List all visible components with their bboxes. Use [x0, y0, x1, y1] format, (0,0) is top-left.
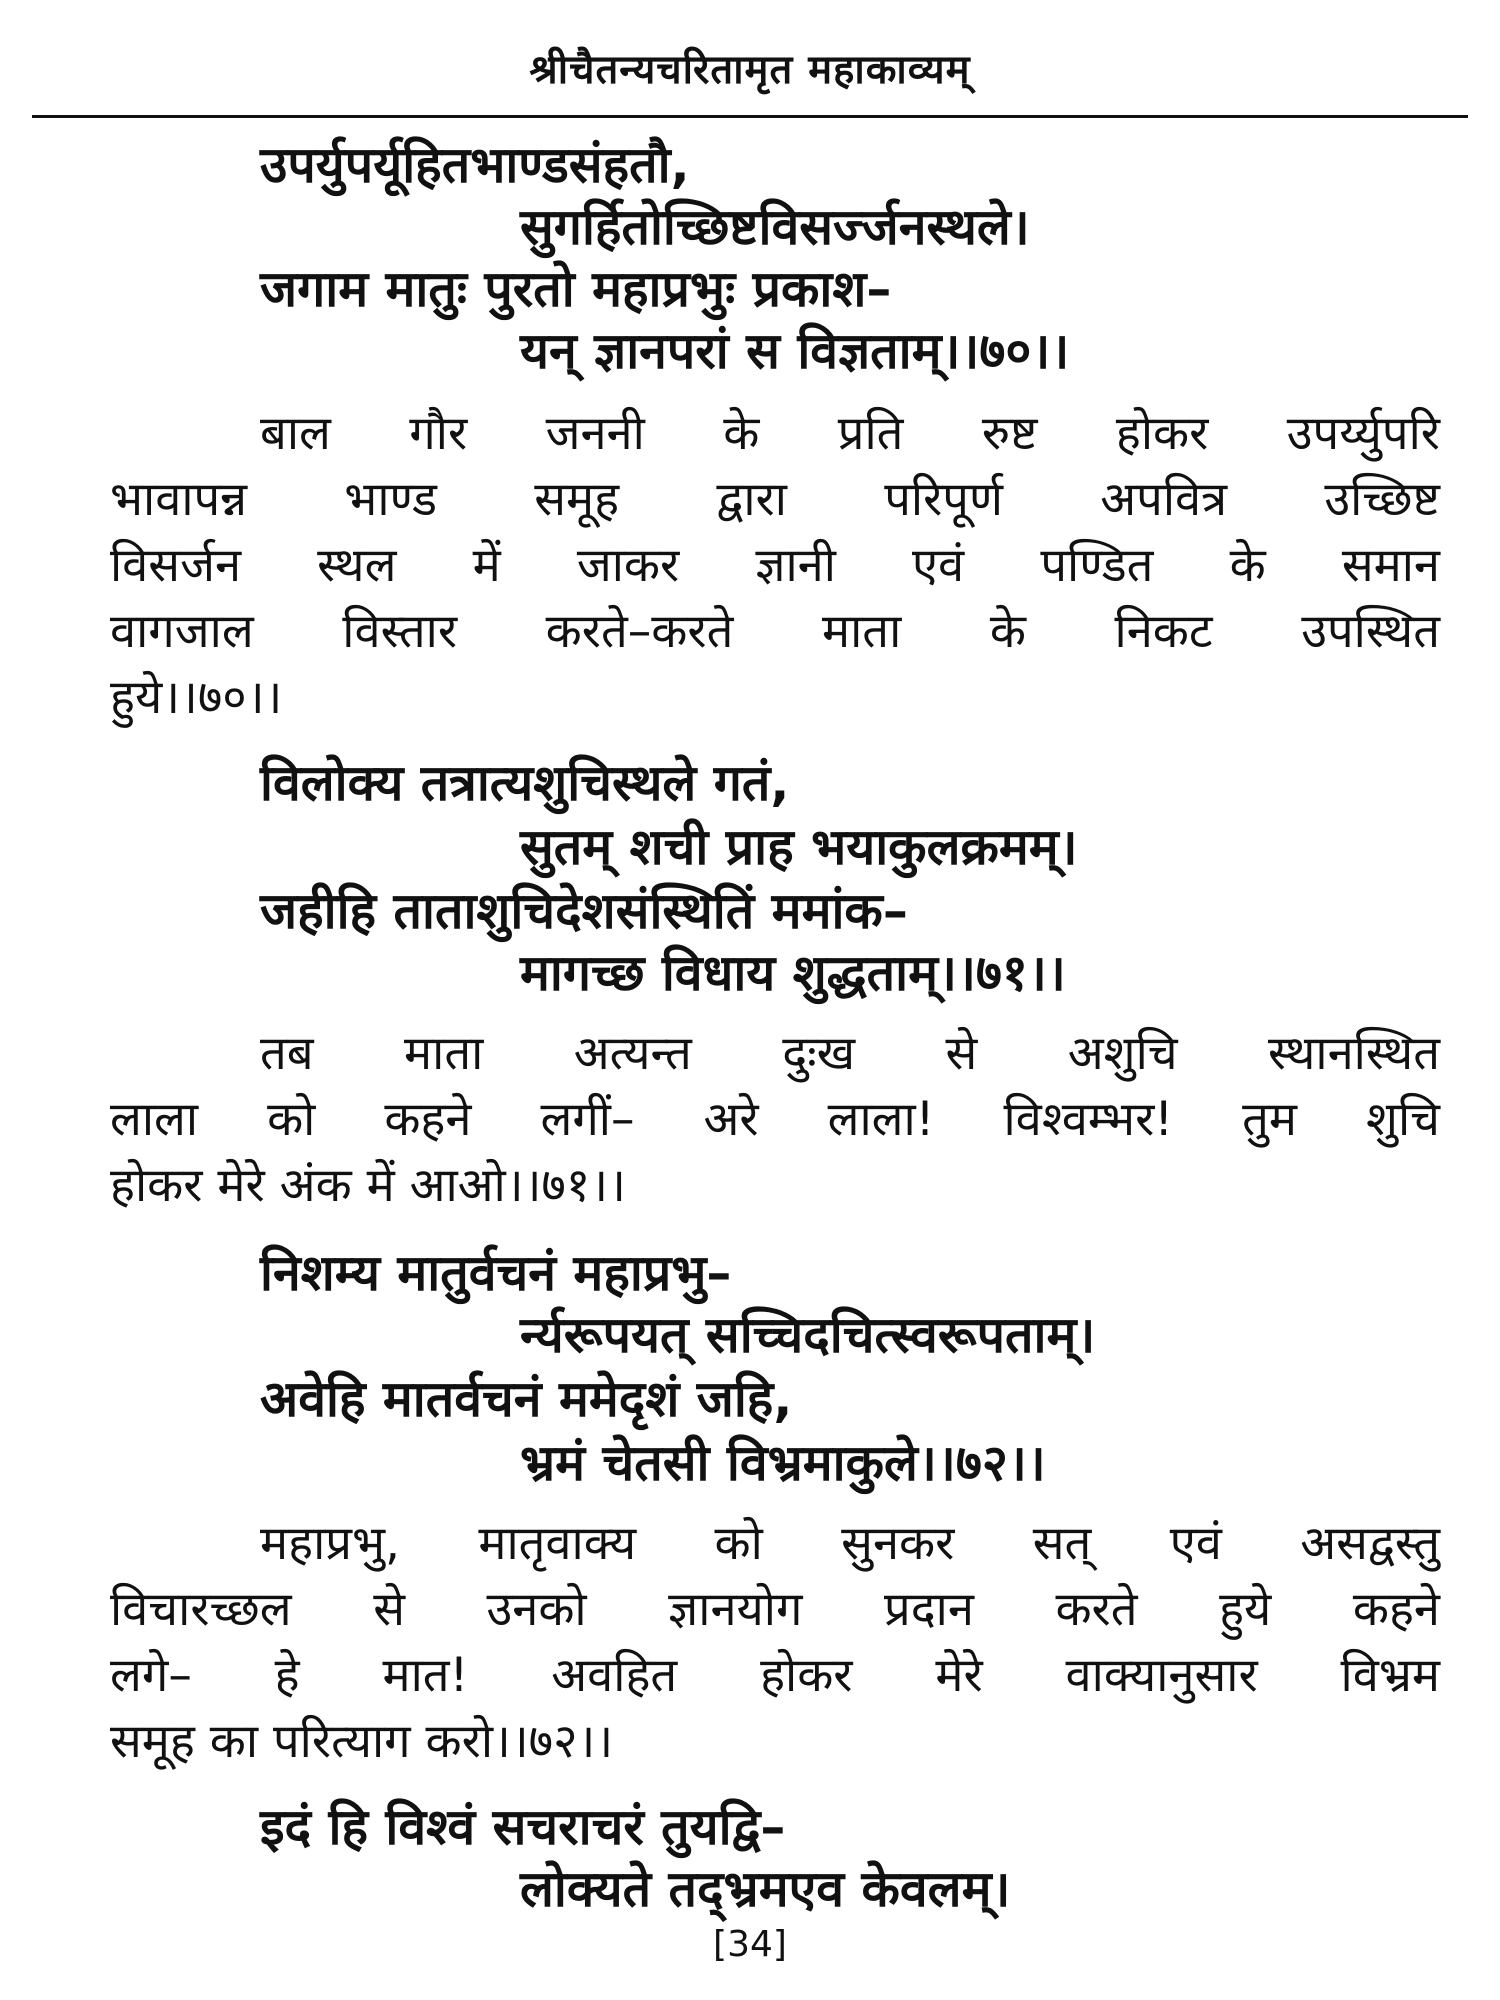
verse-72-line-4: भ्रमं चेतसी विभ्रमाकुले।।७२।।: [520, 1434, 1046, 1492]
page-number: [34]: [713, 1924, 787, 1965]
verse-72-line-2: र्न्यरूपयत् सच्चिदचित्स्वरूपताम्।: [520, 1306, 1096, 1364]
prose-70-line-1: बाल गौर जननी के प्रति रुष्ट होकर उपर्य्युपरि: [260, 406, 1440, 461]
prose-70-line-4: वागजाल विस्तार करते–करते माता के निकट उपस्थित: [110, 604, 1440, 659]
prose-71-line-1: तब माता अत्यन्त दुःख से अशुचि स्थानस्थित: [260, 1026, 1440, 1081]
prose-71-line-3: होकर मेरे अंक में आओ।।७१।।: [110, 1158, 626, 1213]
prose-70-line-5: हुये।।७०।।: [110, 670, 283, 725]
header-divider: [32, 115, 1468, 118]
verse-72-line-3: अवेहि मातर्वचनं ममेदृशं जहि,: [260, 1370, 793, 1428]
prose-72-line-3: लगे– हे मात! अवहित होकर मेरे वाक्यानुसार विभ्रम: [110, 1648, 1440, 1703]
verse-70-line-1: उपर्युपर्यूहितभाण्डसंहतौ,: [260, 136, 690, 194]
verse-71-line-1: विलोक्य तत्रात्यशुचिस्थले गतं,: [260, 754, 790, 812]
prose-72-line-2: विचारच्छल से उनको ज्ञानयोग प्रदान करते हुये कहने: [110, 1582, 1440, 1637]
verse-71-line-2: सुतम् शची प्राह भयाकुलक्रमम्।: [520, 818, 1078, 876]
verse-73-line-1: इदं हि विश्वं सचराचरं तुयद्वि–: [260, 1798, 786, 1856]
verse-70-line-3: जगाम मातुः पुरतो महाप्रभुः प्रकाश–: [260, 260, 892, 318]
verse-73-line-2: लोक्यते तद्भ्रमएव केवलम्।: [520, 1860, 1011, 1918]
page-header-title: श्रीचैतन्यचरितामृत महाकाव्यम्: [529, 47, 971, 93]
prose-72-line-4: समूह का परित्याग करो।।७२।।: [110, 1714, 614, 1769]
prose-72-line-1: महाप्रभु, मातृवाक्य को सुनकर सत् एवं असद्वस्तु: [260, 1516, 1440, 1571]
verse-70-line-2: सुगर्हितोच्छिष्टविसर्ज्जनस्थले।: [520, 198, 1030, 256]
verse-70-line-4: यन् ज्ञानपरां स विज्ञताम्।।७०।।: [520, 322, 1070, 380]
prose-71-line-2: लाला को कहने लगीं– अरे लाला! विश्वम्भर! तुम शुचि: [110, 1092, 1440, 1147]
verse-72-line-1: निशम्य मातुर्वचनं महाप्रभु–: [260, 1244, 732, 1302]
prose-70-line-3: विसर्जन स्थल में जाकर ज्ञानी एवं पण्डित के समान: [110, 538, 1440, 593]
prose-70-line-2: भावापन्न भाण्ड समूह द्वारा परिपूर्ण अपवित्र उच्छिष्ट: [110, 472, 1440, 527]
verse-71-line-4: मागच्छ विधाय शुद्धताम्।।७१।।: [520, 944, 1066, 1002]
verse-71-line-3: जहीहि ताताशुचिदेशसंस्थितिं ममांक–: [260, 882, 908, 940]
